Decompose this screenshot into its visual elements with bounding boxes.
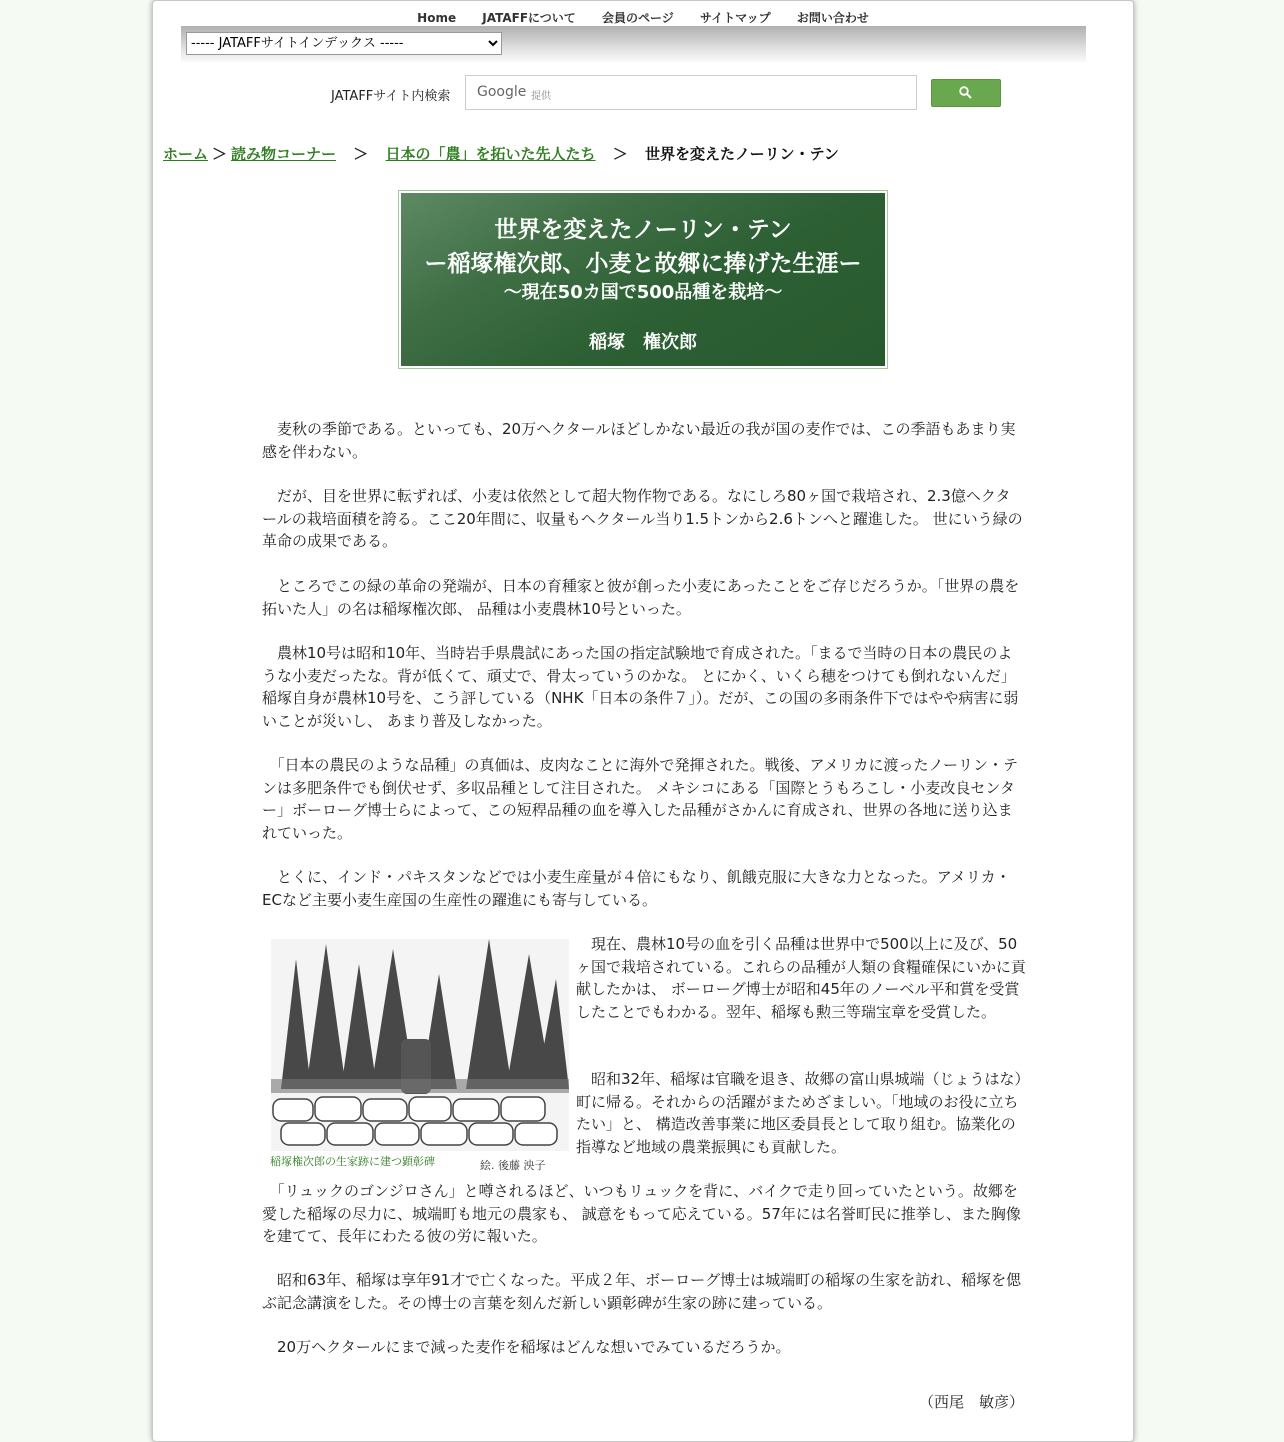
article-paragraph (262, 642, 1024, 732)
breadcrumb-separator: ＞ (353, 145, 369, 163)
paragraph-text: 「日本の農民のような品種」の真価は、皮肉なことに海外で発揮された。戦後、アメリカに渡ったノーリン・テンは多肥条件でも倒伏せず、多収品種として注目された。 メキシコにある「国際とうもろこし・小麦改良センター」ボーローグ博士らによって、この短稈品種の血を導入した品種がさかんに育成され、世界の各地に送り込まれていった。 (262, 756, 1019, 842)
paragraph-text: だが、目を世界に転ずれば、小麦は依然として超大物作物である。なにしろ80ヶ国で栽培され、2.3億ヘクタールの栽培面積を誇る。ここ20年間に、収量もヘクタール当り1.5トンから2.6トンへと躍進した。 世にいう緑の革命の成果である。 (262, 487, 1023, 550)
paragraph-text: 麦秋の季節である。といっても、20万ヘクタールほどしかない最近の我が国の麦作では、この季語もあまり実感を伴わない。 (262, 420, 1016, 461)
search-input[interactable] (465, 75, 917, 110)
article-title-banner (399, 191, 887, 368)
search-label: JATAFFサイト内検索 (331, 89, 451, 104)
breadcrumb-home-link[interactable]: ホーム (163, 145, 209, 163)
article-paragraph (262, 1180, 1024, 1248)
page-container (152, 0, 1134, 1442)
breadcrumb-reading-link[interactable]: 読み物コーナー (231, 145, 337, 163)
search-icon (959, 86, 972, 99)
site-index-select[interactable] (186, 32, 502, 55)
nav-about[interactable]: JATAFFについて (482, 11, 576, 25)
paragraph-text: 農林10号は昭和10年、当時岩手県農試にあった国の指定試験地で育成された。「まるで当時の日本の農民のような小麦だったな。背が低くて、頑丈で、骨太っていうのかな。 とにかく、いくら穂をつけても倒れないんだ」稲塚自身が農林10号を、こう評している（NHK「日本の条件７」）。だが、この国の多雨条件下ではやや病害に弱いことが災いし、 あまり普及しなかった。 (262, 644, 1019, 730)
google-logo-text: Google (477, 84, 527, 100)
monument-illustration (271, 939, 569, 1151)
article-person: 稲塚 権次郎 (589, 332, 697, 353)
article-paragraph (262, 575, 1024, 620)
breadcrumb (163, 143, 839, 164)
paragraph-text: 昭和32年、稲塚は官職を退き、故郷の富山県城端（じょうはな）町に帰る。それからの活躍がまためざましい。「地域のお役に立ちたい」と、 構造改善事業に地区委員長として取り組む。協業化の指導など地域の農業振興にも貢献した。 (576, 1070, 1022, 1156)
monument-sketch-image (271, 939, 569, 1151)
top-navigation (153, 9, 1133, 26)
paragraph-text: 20万ヘクタールにまで減った麦作を稲塚はどんな想いでみているだろうか。 (262, 1338, 791, 1356)
paragraph-text: とくに、インド・パキスタンなどでは小麦生産量が４倍にもなり、飢餓克服に大きな力となった。アメリカ・ECなど主要小麦生産国の生産性の躍進にも寄与している。 (262, 868, 1011, 909)
article-paragraph (576, 933, 1026, 1023)
paragraph-text: 「リュックのゴンジロさん」と噂されるほど、いつもリュックを背に、バイクで走り回っていたという。故郷を愛した稲塚の尽力に、城端町も地元の農家も、 誠意をもって応えている。57年には名誉町民に推挙し、また胸像を建てて、長年にわたる彼の労に報いた。 (262, 1182, 1021, 1245)
breadcrumb-current: 世界を変えたノーリン・テン (645, 145, 839, 163)
article-tagline: 〜現在50カ国で500品種を栽培〜 (503, 282, 783, 303)
article-paragraph (262, 1269, 1024, 1314)
breadcrumb-separator: ＞ (612, 145, 628, 163)
paragraph-text: 現在、農林10号の血を引く品種は世界中で500以上に及び、50ヶ国で栽培されている。これらの品種が人類の食糧確保にいかに貢献したかは、 ボーローグ博士が昭和45年のノーベル平和賞を受賞したことでもわかる。翌年、稲塚も勲三等瑞宝章を受賞した。 (576, 935, 1027, 1021)
illustration-caption: 稲塚権次郎の生家跡に建つ顕彰碑 (270, 1155, 435, 1168)
paragraph-text: 昭和63年、稲塚は享年91才で亡くなった。平成２年、ボーローグ博士は城端町の稲塚の生家を訪れ、稲塚を偲ぶ記念講演をした。その博士の言葉を刻んだ新しい顕彰碑が生家の跡に建っている。 (262, 1271, 1022, 1312)
breadcrumb-separator: ＞ (212, 145, 228, 163)
nav-sitemap[interactable]: サイトマップ (699, 11, 771, 25)
nav-members[interactable]: 会員のページ (602, 11, 674, 25)
breadcrumb-pioneers-link[interactable]: 日本の「農」を拓いた先人たち (385, 145, 596, 163)
search-button[interactable] (931, 79, 1001, 107)
illustration-credit: 絵. 後藤 泱子 (480, 1159, 546, 1172)
article-paragraph (262, 485, 1024, 553)
provided-by-text: 提供 (531, 91, 551, 102)
paragraph-text: ところでこの緑の革命の発端が、日本の育種家と彼が創った小麦にあったことをご存じだろうか。「世界の農を拓いた人」の名は稲塚権次郎、 品種は小麦農林10号といった。 (262, 577, 1020, 618)
article-subtitle: ー稲塚権次郎、小麦と故郷に捧げた生涯ー (424, 251, 862, 277)
index-toolbar (181, 26, 1086, 62)
article-paragraph (576, 1068, 1026, 1158)
author-signature: （西尾 敏彦） (919, 1393, 1025, 1411)
nav-home[interactable]: Home (417, 11, 457, 25)
article-paragraph (262, 754, 1024, 844)
nav-contact[interactable]: お問い合わせ (796, 11, 869, 25)
article-paragraph (262, 418, 1024, 463)
article-paragraph (262, 866, 1024, 911)
article-paragraph (262, 1336, 1024, 1359)
article-title: 世界を変えたノーリン・テン (494, 217, 792, 243)
